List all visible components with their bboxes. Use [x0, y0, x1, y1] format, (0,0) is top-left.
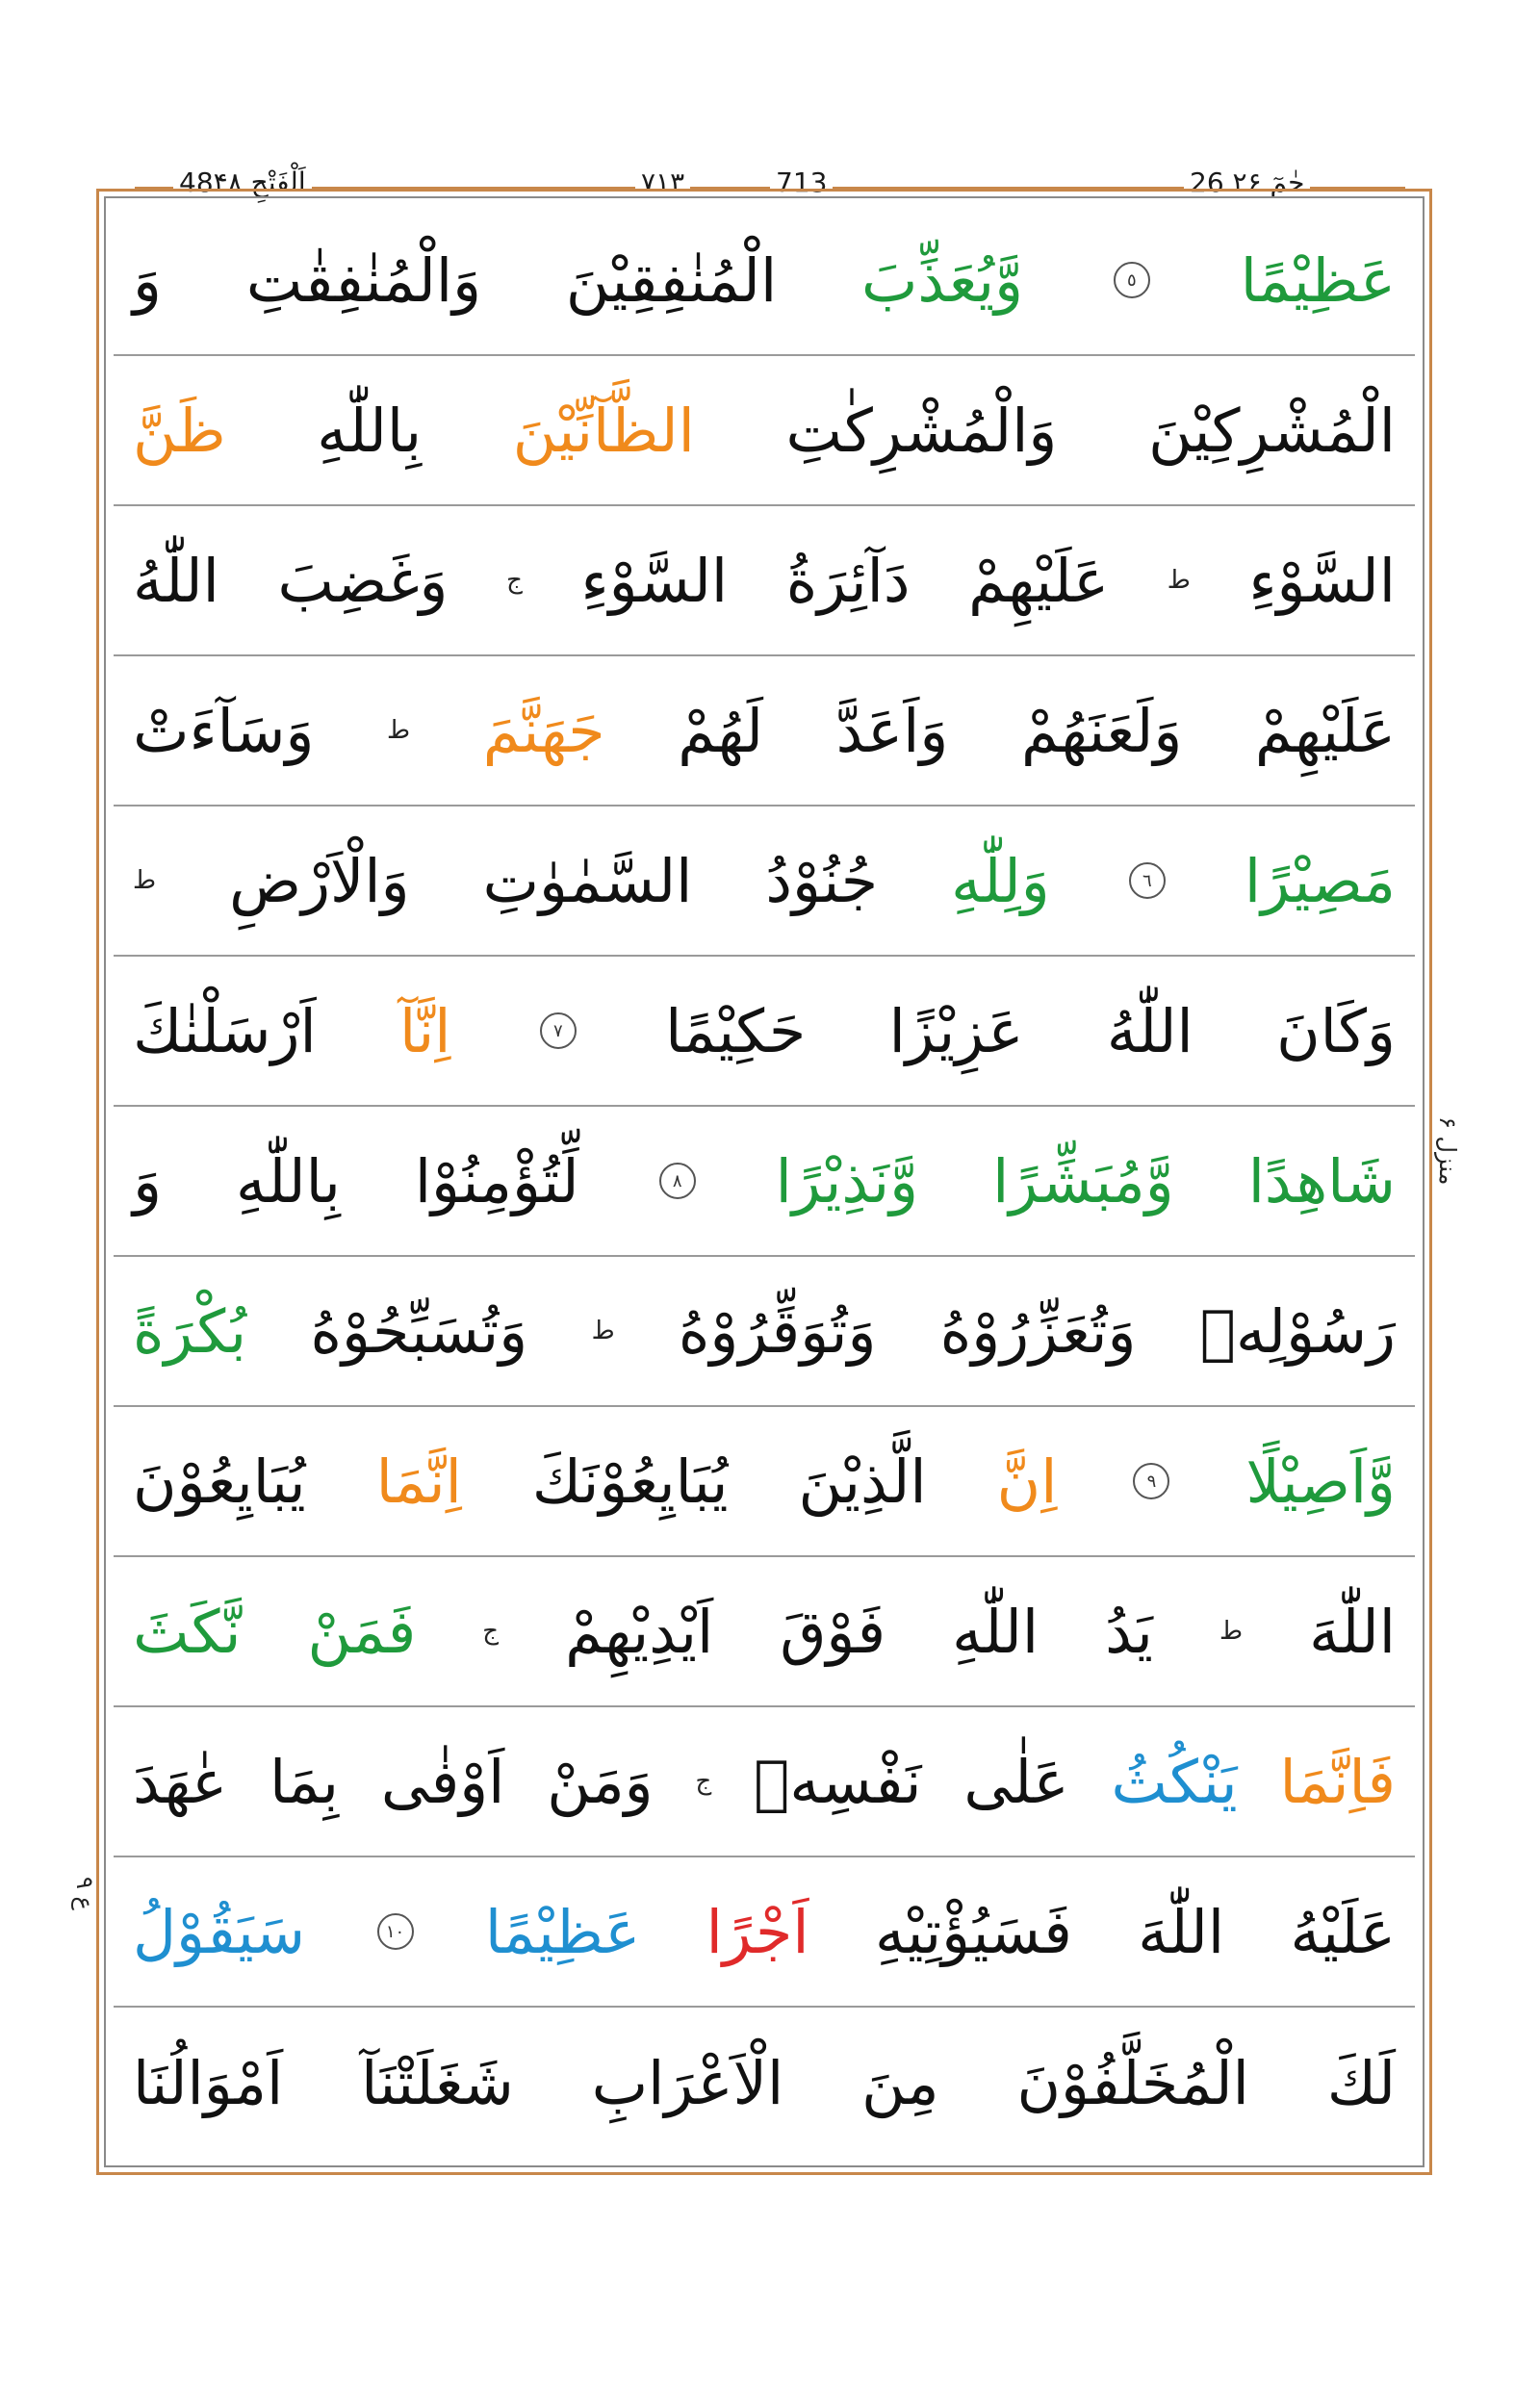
verse-line: [114, 1557, 1415, 1707]
ruku-marker: ع ۹: [71, 1877, 98, 1910]
surah-name: 48اَلْفَتْحِ ۴۸: [173, 164, 312, 202]
verse-line: [114, 1407, 1415, 1557]
word: اَجْرًا: [706, 1896, 809, 1967]
word: اَوْفٰى: [380, 1746, 505, 1817]
word: وَالْمُشْرِكٰتِ: [785, 395, 1058, 466]
word: اللّٰهِ: [952, 1596, 1040, 1667]
word: عَظِيْمًا: [1240, 244, 1396, 316]
word: مَصِيْرًا: [1244, 845, 1396, 916]
word: بِمَا: [270, 1746, 340, 1817]
verse-line: [114, 1257, 1415, 1407]
word: السَّوْءِ: [1248, 545, 1396, 616]
word: الْمُخَلَّفُوْنَ: [1016, 2047, 1249, 2118]
waqf-sign: ج: [506, 566, 523, 595]
word: السَّمٰوٰتِ: [482, 845, 693, 916]
word: وَتُسَبِّحُوْهُ: [310, 1295, 528, 1367]
word: اللّٰهُ: [133, 545, 219, 616]
word: وَّيُعَذِّبَ: [861, 244, 1024, 316]
word: الَّذِيْنَ: [798, 1446, 927, 1517]
word: وَلَعَنَهُمْ: [1020, 695, 1183, 766]
word: يُبَايِعُوْنَ: [133, 1446, 306, 1517]
ayah-number-marker: ٦: [1129, 862, 1166, 899]
verse-line: [114, 356, 1415, 506]
word: فَسَيُؤْتِيْهِ: [874, 1896, 1072, 1967]
waqf-sign: ط: [133, 866, 157, 895]
word: لَكَ: [1326, 2047, 1396, 2118]
word: رَسُوْلِهٖ: [1199, 1295, 1396, 1367]
verse-line: [114, 206, 1415, 356]
word: اللّٰهَ: [1309, 1596, 1396, 1667]
word: حَكِيْمًا: [665, 995, 807, 1066]
word: وَغَضِبَ: [277, 545, 449, 616]
word: الْاَعْرَابِ: [591, 2047, 784, 2118]
word: نَفْسِهٖ: [754, 1746, 922, 1817]
word: اِنَّآ: [399, 995, 451, 1066]
word: عَلٰى: [963, 1746, 1069, 1817]
word: عٰهَدَ: [133, 1746, 228, 1817]
ayah-number-marker: ١٠: [377, 1913, 414, 1950]
word: اَيْدِيْهِمْ: [565, 1596, 714, 1667]
verse-line: [114, 656, 1415, 806]
word: عَلَيْهِمْ: [968, 545, 1110, 616]
waqf-sign: ج: [482, 1617, 500, 1646]
word: اللّٰهَ: [1138, 1896, 1225, 1967]
word: اَرْسَلْنٰكَ: [133, 995, 317, 1066]
word: اللّٰهُ: [1106, 995, 1194, 1066]
ayah-number-marker: ٨: [659, 1163, 696, 1199]
verse-line: [114, 806, 1415, 957]
word: السَّوْءِ: [580, 545, 729, 616]
word: الْمُنٰفِقِيْنَ: [565, 244, 778, 316]
word: وَتُوَقِّرُوْهُ: [678, 1295, 877, 1367]
word: يَدُ: [1105, 1596, 1153, 1667]
verse-line: [114, 1857, 1415, 2008]
word: سَيَقُوْلُ: [133, 1896, 306, 1967]
verse-line: [114, 957, 1415, 1107]
waqf-sign: ج: [695, 1767, 712, 1796]
word: جَهَنَّمَ: [482, 695, 605, 766]
waqf-sign: ط: [387, 716, 411, 745]
word: بِاللّٰهِ: [317, 395, 423, 466]
word: فَوْقَ: [780, 1596, 886, 1667]
word: بِاللّٰهِ: [236, 1145, 341, 1216]
word: وَّنَذِيْرًا: [775, 1145, 919, 1216]
verse-line: [114, 506, 1415, 656]
word: مِنَ: [861, 2047, 939, 2118]
quran-text-block: [114, 206, 1415, 2158]
word: وَ: [133, 244, 162, 316]
word: وَالْمُنٰفِقٰتِ: [245, 244, 482, 316]
juz-name: حٰمٓ ۲۶ 26: [1184, 164, 1310, 202]
word: اِنَّمَا: [375, 1446, 462, 1517]
word: عَزِيْزًا: [888, 995, 1024, 1066]
word: وَّاَصِيْلًا: [1245, 1446, 1396, 1517]
word: يُبَايِعُوْنَكَ: [531, 1446, 729, 1517]
word: فَاِنَّمَا: [1279, 1746, 1396, 1817]
verse-line: [114, 1107, 1415, 1257]
page-number: 713: [770, 164, 833, 202]
ayah-number-marker: ٩: [1133, 1463, 1169, 1499]
word: لِّتُؤْمِنُوْا: [414, 1145, 579, 1216]
word: نَّكَثَ: [133, 1596, 242, 1667]
word: اَمْوَالُنَا: [133, 2047, 284, 2118]
ayah-number-marker: ٥: [1114, 262, 1150, 298]
waqf-sign: ط: [1219, 1617, 1244, 1646]
word: وَكَانَ: [1276, 995, 1396, 1066]
word: وَاَعَدَّ: [835, 695, 949, 766]
verse-line: [114, 2008, 1415, 2158]
word: وَلِلّٰهِ: [951, 845, 1050, 916]
word: اِنَّ: [996, 1446, 1058, 1517]
waqf-sign: ط: [1167, 566, 1191, 595]
manzil-marker: منزل ۶: [1434, 1116, 1461, 1186]
word: وَّمُبَشِّرًا: [992, 1145, 1174, 1216]
word: عَلَيْهُ: [1290, 1896, 1396, 1967]
word: جُنُوْدُ: [765, 845, 879, 916]
word: شَغَلَتْنَآ: [361, 2047, 514, 2118]
word: وَمَنْ: [547, 1746, 654, 1817]
word: لَهُمْ: [678, 695, 763, 766]
verse-line: [114, 1707, 1415, 1857]
word: فَمَنْ: [307, 1596, 417, 1667]
word: بُكْرَةً: [133, 1295, 247, 1367]
word: وَالْاَرْضِ: [229, 845, 410, 916]
ayah-number-marker: ٧: [540, 1012, 577, 1049]
word: وَسَآءَتْ: [133, 695, 315, 766]
word: يَنْكُثُ: [1111, 1746, 1238, 1817]
word: وَتُعَزِّرُوْهُ: [939, 1295, 1137, 1367]
word: عَظِيْمًا: [484, 1896, 641, 1967]
word: الْمُشْرِكِيْنَ: [1148, 395, 1396, 466]
word: الظَّآنِّيْنَ: [512, 395, 695, 466]
word: وَ: [133, 1145, 163, 1216]
word: شَاهِدًا: [1247, 1145, 1396, 1216]
word: ظَنَّ: [133, 395, 226, 466]
word: عَلَيْهِمْ: [1254, 695, 1396, 766]
waqf-sign: ط: [591, 1317, 615, 1345]
word: دَآئِرَةُ: [785, 545, 911, 616]
page-number-urdu: ۷۱۳: [635, 164, 690, 202]
